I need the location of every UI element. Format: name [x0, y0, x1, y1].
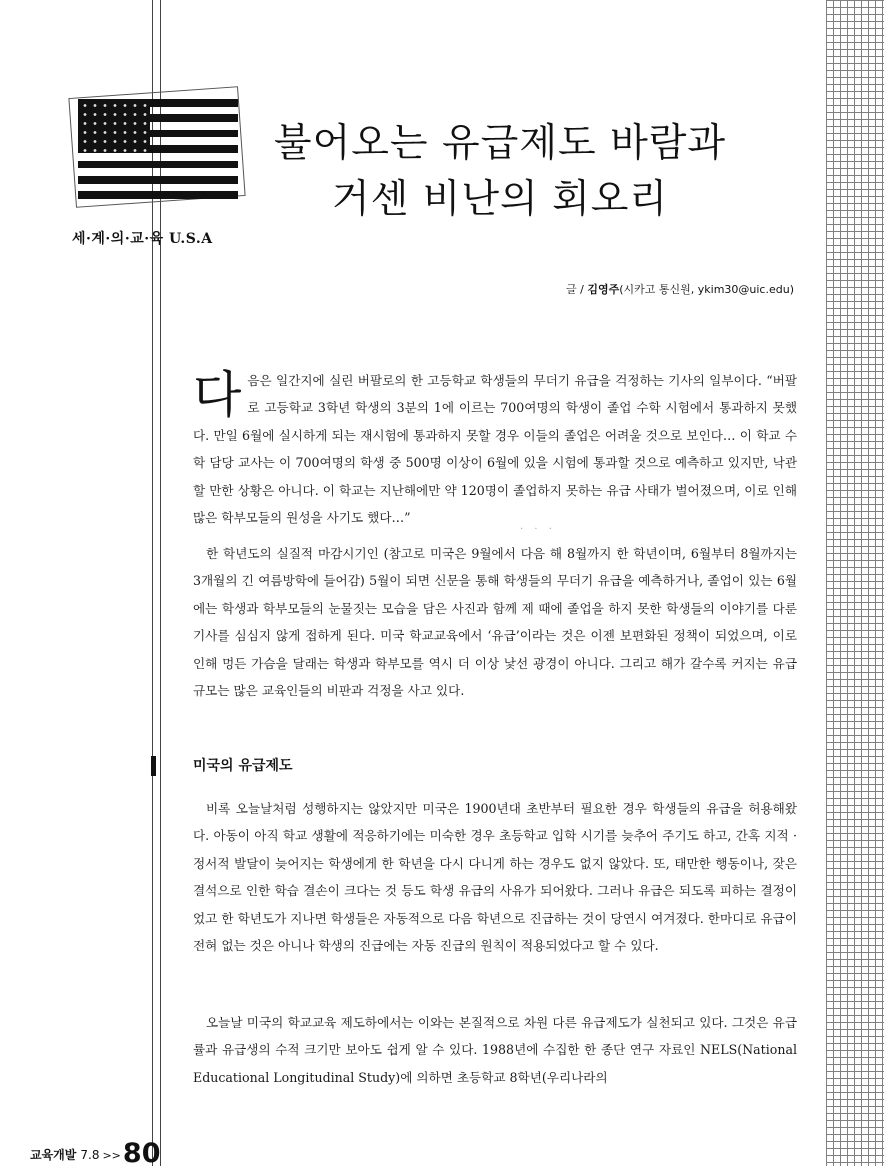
- footer-arrows: >>: [102, 1149, 121, 1162]
- us-flag-icon: [78, 99, 238, 199]
- issue-number: 7.8: [80, 1148, 100, 1162]
- article-title-line-2: 거센 비난의 회오리: [331, 177, 669, 222]
- byline-author: 김영주: [587, 283, 620, 296]
- section-heading: 미국의 유급제도: [193, 758, 293, 774]
- page-number: 80: [122, 1138, 161, 1169]
- byline: [470, 281, 794, 297]
- intro-paragraph: [193, 367, 797, 531]
- section-label: 세·계·의·교·육 U.S.A: [72, 231, 213, 247]
- paragraph-3: 비록 오늘날처럼 성행하지는 않았지만 미국은 1900년대 초반부터 필요한 경우 학생들의 유급을 허용해왔다. 아동이 아직 학교 생활에 적응하기에는 미숙한 경우 초등학교 입학 시기를 늦추어 주기도 하고, 간혹 지적 · 정서적 발달이 늦어지는 학생에게 한 학년을 다시 다니게 하는 경우도 없지 않았다. 또, 태만한 행동이나, 잦은 결석으로 인한 학습 결손이 크다는 것 등도 학생 유급의 사유가 되어왔다. 그러나 유급은 되도록 피하는 결정이었고 한 학년도가 지나면 학생들은 자동적으로 다음 학년으로 진급하는 것이 당연시 여겨졌다. 한마디로 유급이 전혀 없는 것은 아니나 학생의 진급에는 자동 진급의 원칙이 적용되었다고 할 수 있다.: [193, 801, 797, 954]
- faint-print-mark: · · ·: [520, 524, 556, 535]
- intro-text: 음은 일간지에 실린 버팔로의 한 고등학교 학생들의 무더기 유급을 걱정하는 기사의 일부이다. “버팔로 고등학교 3학년 학생의 3분의 1에 이르는 700여명의 학생이 졸업 수학 시험에서 통과하지 못했다. 만일 6월에 실시하게 되는 재시험에 통과하지 못할 경우 이들의 졸업은 어려울 것으로 보인다… 이 학교 수학 담당 교사는 이 700여명의 학생 중 500명 이상이 6월에 있을 시험에 통과할 것으로 예측하고 있지만, 낙관할 만한 상황은 아니다. 이 학교는 지난해에만 약 120명이 졸업하지 못하는 유급 사태가 벌어졌으며, 이로 인해 많은 학부모들의 원성을 사기도 했다…”: [193, 373, 797, 526]
- drop-cap: 다: [193, 366, 242, 424]
- byline-affiliation: (시카고 통신원, ykim30@uic.edu): [619, 283, 794, 296]
- byline-prefix: 글 /: [566, 283, 588, 296]
- paragraph-4: 오늘날 미국의 학교교육 제도하에서는 이와는 본질적으로 차원 다른 유급제도가 실천되고 있다. 그것은 유급률과 유급생의 수적 크기만 보아도 쉽게 알 수 있다. 1988년에 수집한 한 종단 연구 자료인 NELS(National Educational Longitudinal Study)에 의하면 초등학교 8학년(우리나라의: [193, 1015, 797, 1085]
- magazine-name: 교육개발: [30, 1148, 77, 1162]
- paragraph-2: 한 학년도의 실질적 마감시기인 (참고로 미국은 9월에서 다음 해 8월까지 한 학년이며, 6월부터 8월까지는 3개월의 긴 여름방학에 들어감) 5월이 되면 신문을 통해 학생들의 무더기 유급을 예측하거나, 졸업이 있는 6월에는 학생과 학부모들의 눈물짓는 모습을 담은 사진과 함께 제 때에 졸업을 하지 못한 학생들의 이야기를 다룬 기사를 심심지 않게 접하게 된다. 미국 학교교육에서 ‘유급’이라는 것은 이젠 보편화된 정책이 되었으며, 이로 인해 멍든 가슴을 달래는 학생과 학부모를 역시 더 이상 낯선 광경이 아니다. 그리고 해가 갈수록 커지는 유급 규모는 많은 교육인들의 비판과 걱정을 사고 있다.: [193, 546, 797, 699]
- margin-grid-pattern: [826, 0, 884, 1166]
- page-footer: [30, 1138, 160, 1169]
- flag-canton-stars: [78, 99, 150, 153]
- heading-marker-bar: [151, 756, 156, 776]
- article-title-line-1: 불어오는 유급제도 바람과: [273, 121, 727, 166]
